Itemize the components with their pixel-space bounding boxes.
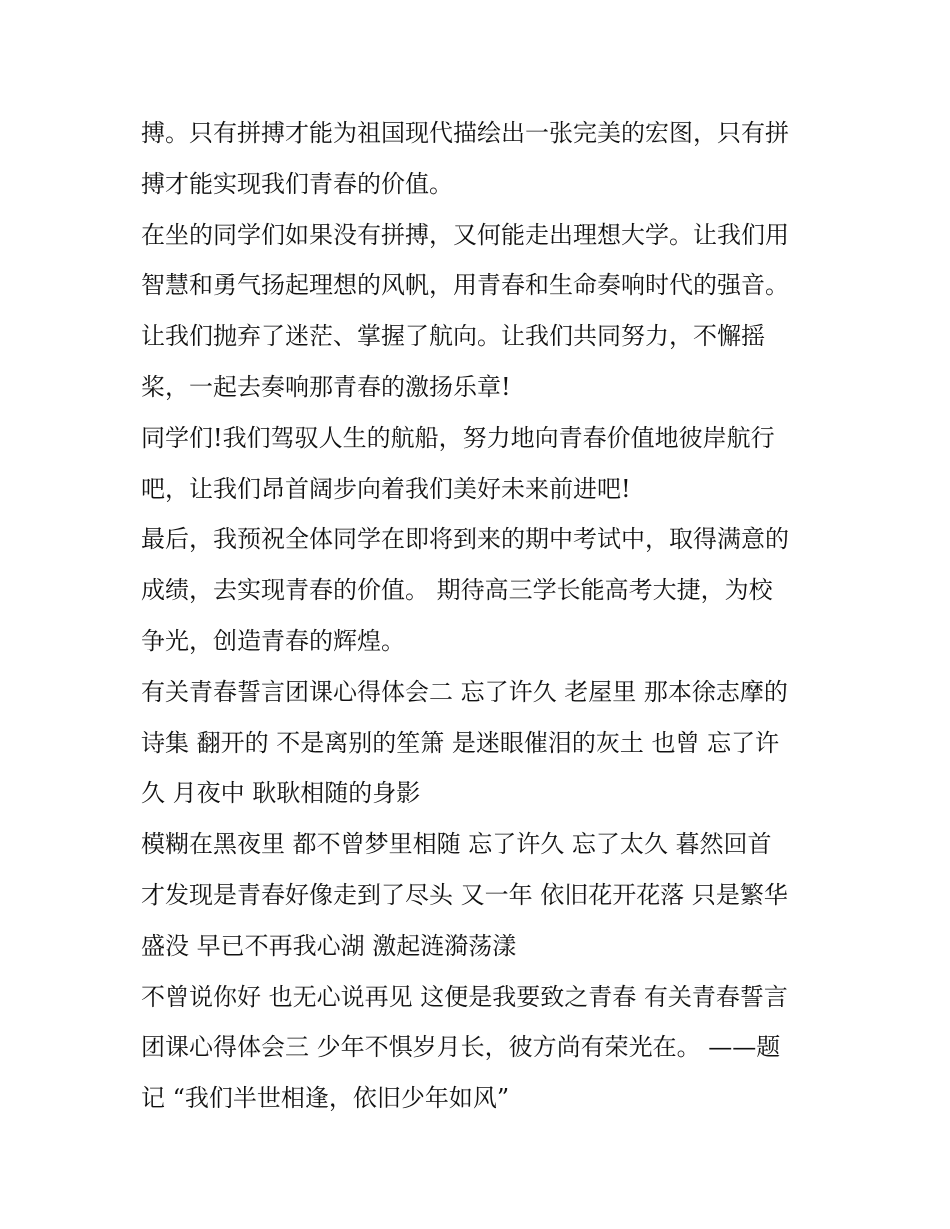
paragraph xyxy=(141,108,811,210)
paragraph xyxy=(141,210,811,413)
text-line: 记 “我们半世相逢，依旧少年如风” xyxy=(141,1084,510,1113)
text-line: 久 月夜中 耿耿相随的身影 xyxy=(141,779,421,808)
paragraph xyxy=(141,413,811,515)
text-line: 有关青春誓言团课心得体会二 忘了许久 老屋里 那本徐志摩的 xyxy=(141,677,788,706)
document-body xyxy=(141,108,811,1124)
text-line: 诗集 翻开的 不是离别的笙箫 是迷眼催泪的灰土 也曾 忘了许 xyxy=(141,728,780,757)
text-line: 盛没 早已不再我心湖 激起涟漪荡漾 xyxy=(141,931,517,960)
text-line: 智慧和勇气扬起理想的风帆，用青春和生命奏响时代的强音。 xyxy=(141,271,789,300)
text-line: 成绩，去实现青春的价值。 期待高三学长能高考大捷，为校 xyxy=(141,576,773,605)
text-line: 团课心得体会三 少年不惧岁月长，彼方尚有荣光在。 ——题 xyxy=(141,1033,781,1062)
paragraph xyxy=(141,667,811,819)
text-line: 桨，一起去奏响那青春的激扬乐章! xyxy=(141,372,511,401)
text-line: 同学们!我们驾驭人生的航船，努力地向青春价值地彼岸航行 xyxy=(141,423,775,452)
text-line: 搏才能实现我们青春的价值。 xyxy=(141,169,453,198)
text-line: 争光，创造青春的辉煌。 xyxy=(141,626,405,655)
text-line: 让我们抛弃了迷茫、掌握了航向。让我们共同努力，不懈摇 xyxy=(141,322,765,351)
paragraph xyxy=(141,819,811,971)
paragraph xyxy=(141,972,811,1124)
text-line: 吧，让我们昂首阔步向着我们美好未来前进吧! xyxy=(141,474,631,503)
text-line: 模糊在黑夜里 都不曾梦里相随 忘了许久 忘了太久 暮然回首 xyxy=(141,830,772,859)
text-line: 在坐的同学们如果没有拼搏，又何能走出理想大学。让我们用 xyxy=(141,220,789,249)
text-line: 搏。只有拼搏才能为祖国现代描绘出一张完美的宏图，只有拼 xyxy=(141,119,789,147)
paragraph xyxy=(141,514,811,666)
text-line: 才发现是青春好像走到了尽头 又一年 依旧花开花落 只是繁华 xyxy=(141,880,788,909)
text-line: 不曾说你好 也无心说再见 这便是我要致之青春 有关青春誓言 xyxy=(141,982,788,1011)
text-line: 最后，我预祝全体同学在即将到来的期中考试中，取得满意的 xyxy=(141,525,789,554)
